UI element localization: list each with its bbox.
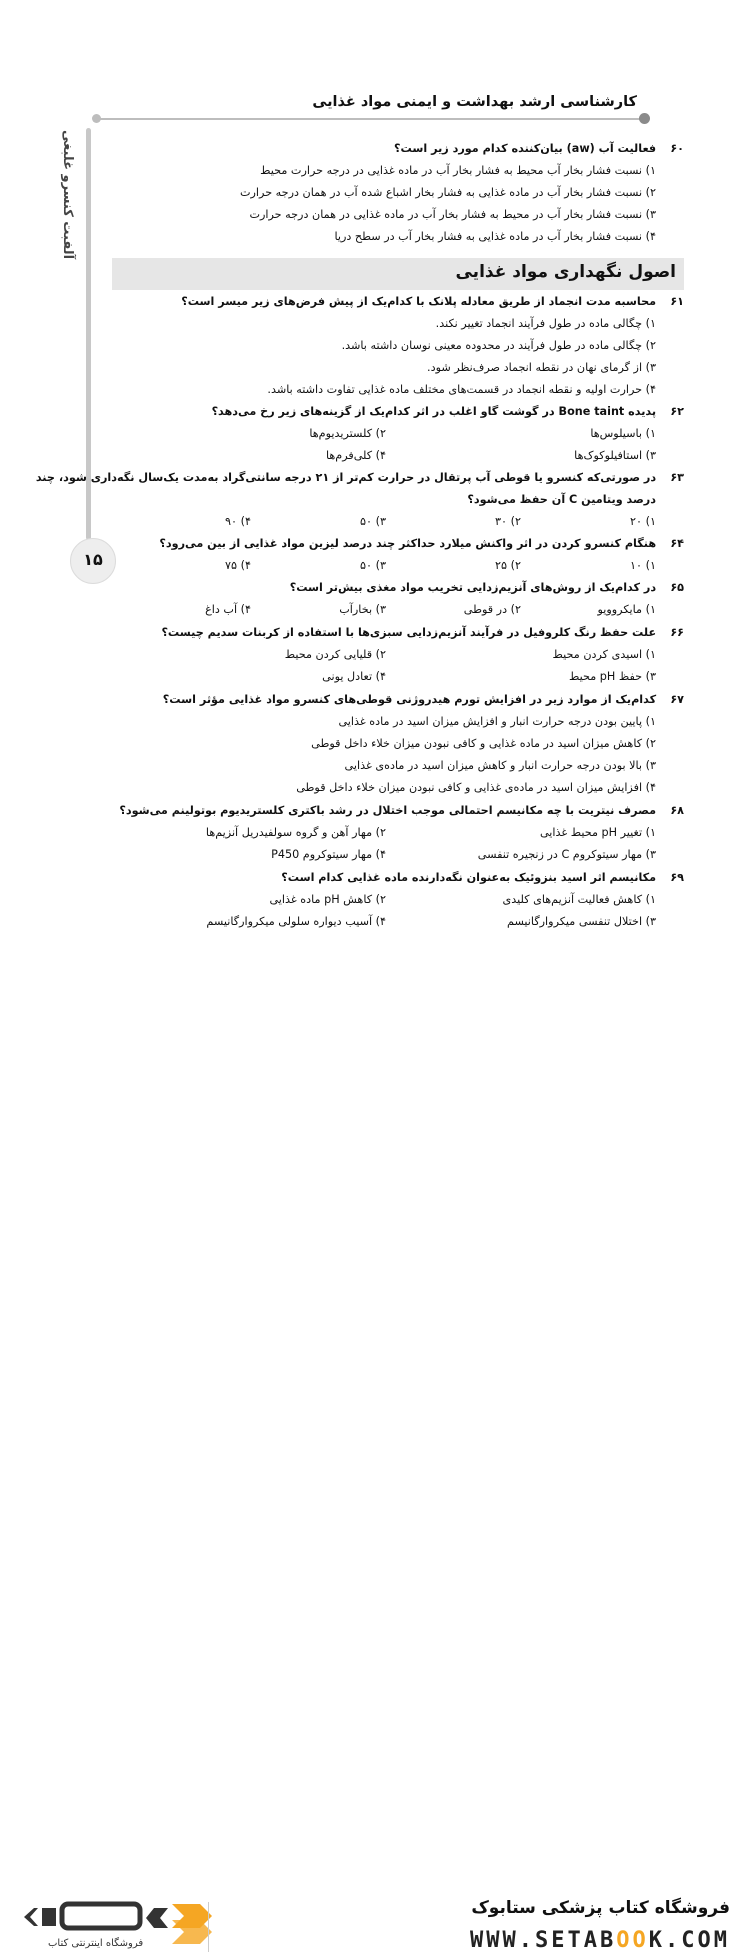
question-67 xyxy=(112,689,684,799)
header-dot-right xyxy=(639,113,650,124)
option: ۱) اسیدی کردن محیط xyxy=(552,648,656,661)
shop-url[interactable]: WWW.SETABOOK.COM xyxy=(470,1928,730,1953)
question-69 xyxy=(112,867,684,933)
option: ۳) استافیلوکوک‌ها xyxy=(574,449,656,462)
question-number: ۶۴ xyxy=(670,537,684,550)
question-number: ۶۸ xyxy=(670,804,684,817)
option: ۲) کلستریدیوم‌ها xyxy=(309,427,386,440)
question-number: ۶۹ xyxy=(670,871,684,884)
option: ۳) ۵۰ xyxy=(360,559,386,572)
option: ۱) تغییر pH محیط غذایی xyxy=(539,826,656,839)
option: ۱) چگالی ماده در طول فرآیند انجماد تغییر نکند. xyxy=(435,317,656,330)
option: ۱) ۱۰ xyxy=(630,559,656,572)
question-text: محاسبه مدت انجماد از طریق معادله پلانک با کدام‌یک از پیش فرض‌های زیر میسر است؟ xyxy=(181,295,657,308)
question-text: در کدام‌یک از روش‌های آنزیم‌زدایی تخریب مواد مغذی بیش‌تر است؟ xyxy=(289,581,657,594)
option: ۱) باسیلوس‌ها xyxy=(590,427,656,440)
option: ۱) نسبت فشار بخار آب محیط به فشار بخار آب در ماده غذایی در درجه حرارت محیط xyxy=(260,164,656,177)
question-number: ۶۳ xyxy=(670,471,684,484)
side-label: آلفبت کنسرو غلبغی xyxy=(60,130,75,260)
option: ۴) ۹۰ xyxy=(225,515,251,528)
question-text: در صورتی‌که کنسرو یا قوطی آب پرتقال در حرارت کم‌تر از ۲۱ درجه سانتی‌گراد به‌مدت یک‌سال نگه‌داری شود، چند xyxy=(35,471,657,484)
option: ۳) اختلال تنفسی میکروارگانیسم xyxy=(507,915,656,928)
question-text: پدیده Bone taint در گوشت گاو اغلب در اثر کدام‌یک از گزینه‌های زیر رخ می‌دهد؟ xyxy=(211,405,657,418)
page-number: ۱۵ xyxy=(70,538,116,584)
option: ۴) حرارت اولیه و نقطه انجماد در قسمت‌های مختلف ماده غذایی تفاوت داشته باشد. xyxy=(267,383,656,396)
option: ۴) آب داغ xyxy=(205,603,251,616)
header-title: کارشناسی ارشد بهداشت و ایمنی مواد غذایی xyxy=(312,94,637,110)
option: ۲) ۲۵ xyxy=(495,559,521,572)
option: ۱) کاهش فعالیت آنزیم‌های کلیدی xyxy=(502,893,656,906)
option: ۲) کاهش pH ماده غذایی xyxy=(269,893,386,906)
section-header xyxy=(112,258,684,290)
option: ۲) قلیایی کردن محیط xyxy=(284,648,386,661)
header-rule xyxy=(95,118,642,120)
option: ۳) حفظ pH محیط xyxy=(569,670,656,683)
question-65 xyxy=(112,577,684,621)
question-text-cont: درصد ویتامین C آن حفظ می‌شود؟ xyxy=(467,493,656,506)
option: ۳) بالا بودن درجه حرارت انبار و کاهش میزان اسید در ماده‌ی غذایی xyxy=(344,759,656,772)
option: ۴) آسیب دیواره سلولی میکروارگانیسم xyxy=(206,915,386,928)
question-61 xyxy=(112,291,684,401)
option: ۴) مهار سیتوکروم P450 xyxy=(271,848,386,861)
option: ۲) ۳۰ xyxy=(495,515,521,528)
option: ۱) ۲۰ xyxy=(630,515,656,528)
option: ۲) نسبت فشار بخار آب در ماده غذایی به فشار بخار اشباع شده آب در همان درجه حرارت xyxy=(239,186,656,199)
question-number: ۶۲ xyxy=(670,405,684,418)
option: ۴) نسبت فشار بخار آب در ماده غذایی به فشار بخار آب در سطح دریا xyxy=(334,230,656,243)
question-66 xyxy=(112,622,684,688)
question-text: هنگام کنسرو کردن در اثر واکنش میلارد حداکثر چند درصد لیزین مواد غذایی از بین می‌رود؟ xyxy=(159,537,657,550)
question-number: ۶۶ xyxy=(670,626,684,639)
question-text: مکانیسم اثر اسید بنزوئیک به‌عنوان نگه‌دارنده ماده غذایی کدام است؟ xyxy=(281,871,657,884)
section-title: اصول نگهداری مواد غذایی xyxy=(455,262,676,282)
option: ۴) افزایش میزان اسید در ماده‌ی غذایی و کافی نبودن میزان خلاء داخل قوطی xyxy=(296,781,656,794)
question-text: کدام‌یک از موارد زیر در افزایش تورم هیدروژنی قوطی‌های کنسرو مواد غذایی مؤثر است؟ xyxy=(162,693,657,706)
question-63 xyxy=(35,467,684,533)
footer-banner xyxy=(0,940,742,1953)
question-60 xyxy=(112,138,684,248)
question-number: ۶۱ xyxy=(670,295,684,308)
option: ۴) ۷۵ xyxy=(225,559,251,572)
option: ۳) بخارآب xyxy=(339,603,386,616)
option: ۳) از گرمای نهان در نقطه انجماد صرف‌نظر شود. xyxy=(427,361,656,374)
option: ۴) کلی‌فرم‌ها xyxy=(325,449,386,462)
question-text: فعالیت آب (aw) بیان‌کننده کدام مورد زیر است؟ xyxy=(394,142,657,155)
shop-title: فروشگاه کتاب پزشکی ستابوک xyxy=(471,1898,730,1918)
option: ۱) مایکروویو xyxy=(597,603,656,616)
question-64 xyxy=(112,533,684,577)
option: ۳) مهار سیتوکروم C در زنجیره تنفسی xyxy=(477,848,656,861)
option: ۴) تعادل یونی xyxy=(322,670,386,683)
question-text: مصرف نیتریت با چه مکانیسم احتمالی موجب اختلال در رشد باکتری کلستریدیوم بوتولینم می‌شود؟ xyxy=(119,804,657,817)
option: ۲) در قوطی xyxy=(463,603,521,616)
option: ۲) چگالی ماده در طول فرآیند در محدوده معینی نوسان داشته باشد. xyxy=(341,339,656,352)
page xyxy=(0,0,742,940)
option: ۲) کاهش میزان اسید در ماده غذایی و کافی نبودن میزان خلاء داخل قوطی xyxy=(311,737,656,750)
question-text: علت حفظ رنگ کلروفیل در فرآیند آنزیم‌زدایی سبزی‌ها با استفاده از کربنات سدیم چیست؟ xyxy=(161,626,657,639)
question-number: ۶۵ xyxy=(670,581,684,594)
option: ۱) پایین بودن درجه حرارت انبار و افزایش میزان اسید در ماده غذایی xyxy=(338,715,656,728)
header-dot-left xyxy=(92,114,101,123)
option: ۳) ۵۰ xyxy=(360,515,386,528)
logo-caption: فروشگاه اینترنتی کتاب xyxy=(48,1938,144,1949)
question-number: ۶۷ xyxy=(670,693,684,706)
option: ۲) مهار آهن و گروه سولفیدریل آنزیم‌ها xyxy=(205,826,386,839)
question-68 xyxy=(112,800,684,866)
question-number: ۶۰ xyxy=(670,142,684,155)
option: ۳) نسبت فشار بخار آب در محیط به فشار بخار آب در ماده غذایی در همان درجه حرارت xyxy=(249,208,656,221)
logo-divider xyxy=(208,1902,209,1952)
question-62 xyxy=(112,401,684,467)
